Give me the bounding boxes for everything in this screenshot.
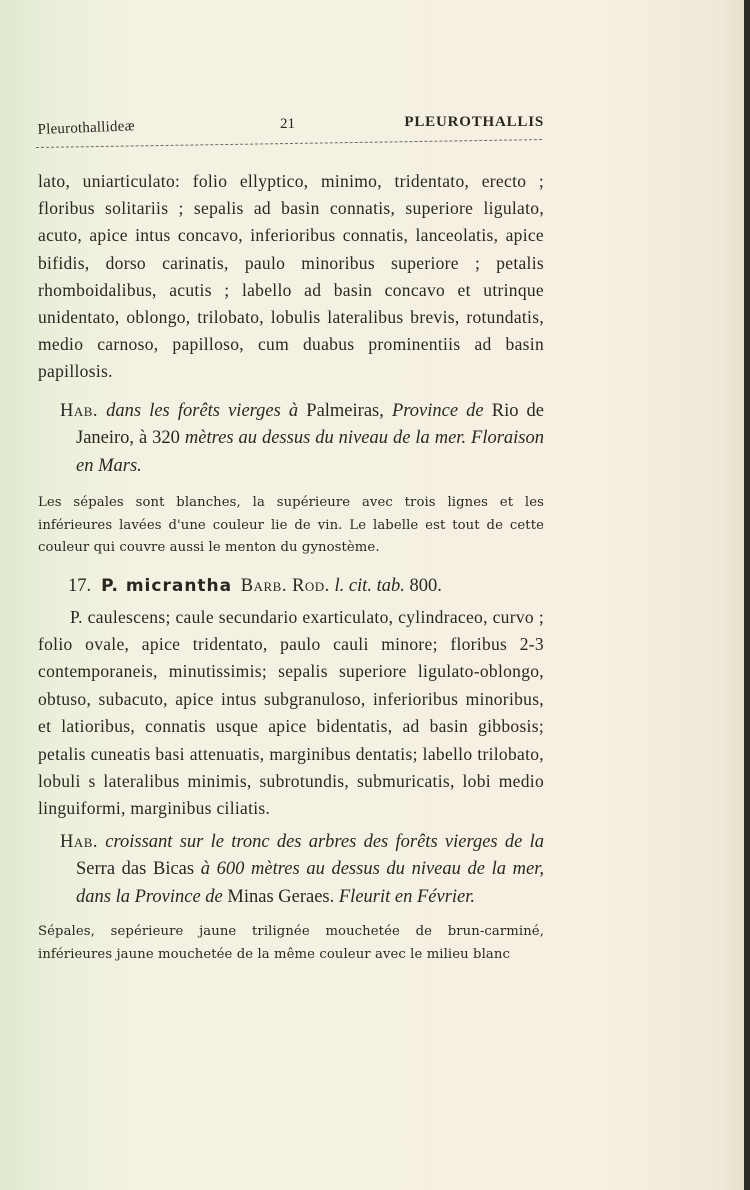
page-number: 21 xyxy=(280,116,295,132)
running-head: Pleurothallideæ xyxy=(37,118,136,139)
page-header xyxy=(37,112,544,139)
habitat-text: croissant sur le tronc des arbres des forêts vierges de la xyxy=(105,831,544,852)
locality: Palmeiras, xyxy=(306,400,384,421)
locality: Rio de Janeiro, à 320 xyxy=(76,400,545,449)
species-plate: 800. xyxy=(409,575,442,596)
habitat-text: dans les forêts vierges à xyxy=(106,400,299,421)
section-heading: PLEUROTHALLIS xyxy=(404,114,544,130)
species-number: 17. xyxy=(68,575,92,596)
habitat-text: mètres au dessus du niveau de la mer. Floraison en Mars. xyxy=(76,428,545,476)
species-authority: Barb. Rod. xyxy=(240,575,330,596)
habitat-text: à 600 mètres au dessus du niveau de la mer, dans la Province de xyxy=(76,859,545,907)
habitat-text: Province de xyxy=(391,400,484,421)
page-edge-shadow xyxy=(744,0,750,1190)
locality: Minas Geraes. xyxy=(227,886,335,907)
latin-description-1: lato, uniarticulato: folio ellyptico, minimo, tridentato, erecto ; floribus solitariis ; sepalis ad basin connatis, superiore ligulato, acuto, apice intus concavo, inferioribus connatis, lanceolatis, apice bifidis, dorso carinatis, paulo minoribus superiore ; petalis rhomboidalibus, acutis ; labello ad basin concavo et utrinque unidentato, oblongo, trilobato, lobulis lateralibus brevis, rotundatis, medio carnoso, papilloso, cum duabus prominentiis ad basin papillosis. xyxy=(38,171,544,382)
habitat-key: Hab. xyxy=(60,831,99,852)
species-reference: l. cit. tab. xyxy=(334,575,405,596)
habitat-paragraph-1 xyxy=(38,398,544,481)
french-note-1: Les sépales sont blanches, la supérieure avec trois lignes et les inférieures lavées d'une couleur lie de vin. Le labelle est tout de cette couleur qui couvre aussi le menton du gynostème. xyxy=(38,495,544,556)
habitat-text: Fleurit en Février. xyxy=(338,886,476,907)
habitat-paragraph-2 xyxy=(38,829,544,912)
latin-description-2: P. caulescens; caule secundario exarticulato, cylindraceo, curvo ; folio ovale, apice tridentato, paulo cauli minore; floribus 2-3 contemporaneis, minutissimis; sepalis superiore ligulato-oblongo, obtuso, subacuto, apice intus subgranuloso, inferioribus minoribus, et latioribus, connatis usque apice bidentatis, ad basin gibbosis; petalis cuneatis basi attenuatis, marginibus dentatis; labello trilobato, lobuli s lateralibus minimis, subrotundis, submuricatis, lobi medio linguiformi, marginibus ciliatis. xyxy=(38,606,544,819)
header-rule xyxy=(36,139,542,148)
french-note-2: Sépales, sepérieure jaune trilignée mouchetée de brun-carminé, inférieures jaune mouchetée de la même couleur avec le milieu blanc xyxy=(38,924,544,962)
species-name: P. micrantha xyxy=(101,575,233,596)
page-body xyxy=(38,168,544,966)
locality: Serra das Bicas xyxy=(76,859,195,880)
habitat-key: Hab. xyxy=(60,400,99,421)
species-heading xyxy=(38,572,544,600)
